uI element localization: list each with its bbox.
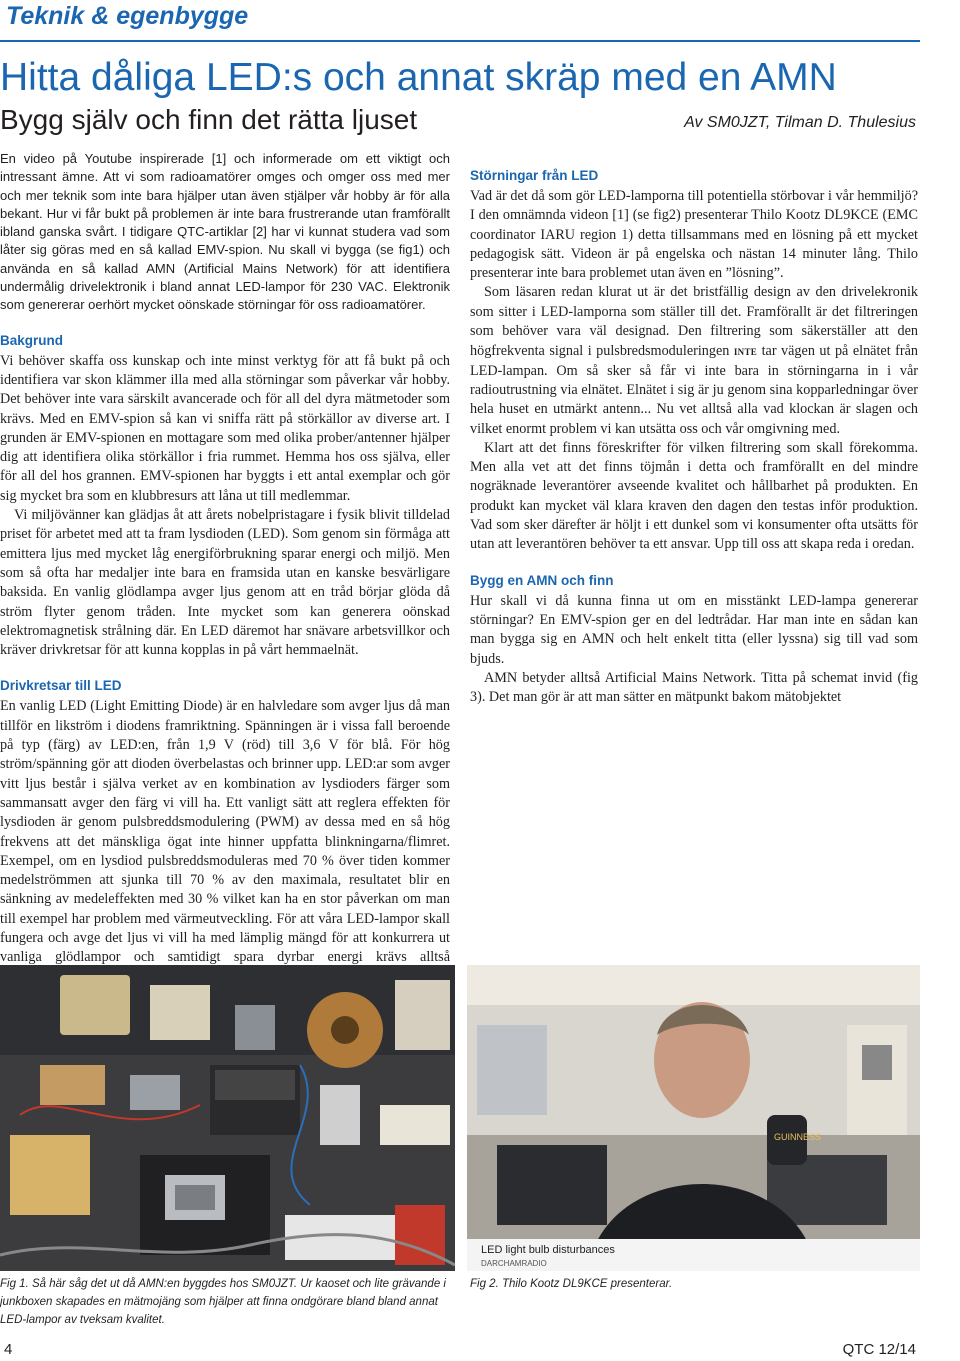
video-still-illustration [467, 965, 920, 1271]
paragraph: Vi behöver skaffa oss kunskap och inte minst verktyg för att få bukt på och identifiera var skon klämmer illa med alla störningar som påverkar vår hobby. Det behöver inte vara särskilt avancerade och för all del dyra mätmetoder som krävs. Med en EMV-spion så kan vi sniffa rätt på störkällor av diverse art. I grunden är EMV-spionen en mottagare som med olika prober/antenner hjälper dig att identifiera olika störkällor i fria rummet. Hemma hos oss själva, eller för all del hos grannen. EMV-spionen har byggts i ett antal exemplar och gör sig mycket bra som en klubbresurs att låna ut till medlemmar. [0, 352, 450, 504]
article-title: Hitta dåliga LED:s och annat skräp med en AMN [0, 56, 837, 99]
emphasis-inte: inte [733, 343, 758, 359]
column-left [0, 150, 450, 1006]
workbench-illustration [0, 965, 455, 1271]
video-title: LED light bulb disturbances [481, 1244, 615, 1256]
heading-bakgrund: Bakgrund [0, 332, 64, 348]
heading-bygg: Bygg en AMN och finn [470, 572, 614, 588]
paragraph-drivkretsar: En vanlig LED (Light Emitting Diode) är en halvledare som avger ljus då man tillför en likström i diodens framriktning. Spänningen är i vissa fall beroende på typ (färg) av LED:en, från 1,9 V (röd) till 3,6 V för blå. För hög ström/spänning gör att dioden överbelastas och brinner upp. LED:ar som avger vitt ljus består i själva verket av en kombination av lysdioders färger som sammansatt avger den färg vi vill ha. Ett vanligt sätt att reglera effekten för lysdioden är genom pulsbreddsmodulering (PWM) av dessa med en så hög frekvens att det mänskliga ögat inte hinner uppfatta blinkningarna/flimret. Exempel, om en lysdiod pulsbreddsmoduleras med 70 % över tiden kommer medelströmmen att sjunka till 70 % av den maximala, resultatet blir en sänkning av medeleffekten med 30 % vilket kan ha en stor påverkan om man till exempel har problem med värmeutveckling. För att våra LED-lampor skall fungera och avge det ljus vi vill ha med lämplig mängd för att konkurrera ut vanliga glödlampor och samtidigt spara dyrbar energi krävs alltså [0, 698, 450, 966]
video-channel: DARCHAMRADIO [481, 1259, 547, 1268]
figure-1-caption: Fig 1. Så här såg det ut då AMN:en byggdes hos SM0JZT. Ur kaoset och lite grävande i junkboxen skapades en mätmojäng som hjälper att finna ondgörare bland bland annat LED-lampor av tveksam kvalitet. [0, 1278, 446, 1326]
heading-drivkretsar: Drivkretsar till LED [0, 678, 122, 694]
issue-label: QTC 12/14 [842, 1341, 916, 1358]
byline: Av SM0JZT, Tilman D. Thulesius [684, 114, 916, 131]
text-run: tar vägen ut på elnätet från LED-lampan. Om så sker så får vi inte bara in störningarna in i vår radioutrustning via elnätet. Elnätet i sig är ju genom sina kopparledningar över hela huset en utmärkt antenn... Nu vet alltså alla vad klockan är slagen och vilket enormt problem vi kan utsätta oss och vår omgivning med. [470, 343, 918, 437]
figure-2-photo [467, 965, 920, 1271]
paragraph: Vi miljövänner kan glädjas åt att årets nobelpristagare i fysik blivit tilldelad priset för arbetet med att ta fram lysdioden (LED). Som genom sin förmåga att emittera ljus med mycket låg energiförbrukning sparar energi och miljö. Men som så ofta har medaljer inte bara en framsida utan en kanske besvärligare baksida. En vanlig glödlampa avger ljus genom att en tråd börjar glöda då ström flyter genom tråden. Inte mycket som kan generera oönskad elektromagnetisk strålning där. En LED däremot har snävare arbetsvillkor och kräver drivkretsar för att kunna kopplas in på vårt hemmaelnät. [0, 507, 450, 659]
column-right [470, 150, 918, 707]
figure-2-caption: Fig 2. Thilo Kootz DL9KCE presenterar. [470, 1278, 673, 1290]
paragraph: Hur skall vi då kunna finna ut om en misstänkt LED-lampa genererar störningar? En EMV-spion ger en del ledtrådar. Har man inte en sådan kan man bygga sig en AMN och helt enkelt titta (eller lyssna) sig till vad som bjuds. [470, 592, 918, 667]
figure-1-photo [0, 965, 455, 1271]
page-number: 4 [4, 1341, 13, 1358]
heading-storningar: Störningar från LED [470, 168, 599, 183]
text-run: Som läsaren redan klurat ut är det bristfällig design av den drivelekronik som sitter i LED-lamporna som ställer till det. Framförallt är det filtreringen som behöver vara väl designad. Den filtrering som säkerställer att den högfrekventa signal i pulsbredsmoduleringen [470, 284, 918, 360]
paragraph: AMN betyder alltså Artificial Mains Network. Titta på schemat invid (fig 3). Det man gör är att man sätter en mätpunkt bakom mätobjektet [470, 669, 918, 706]
paragraph: Klart att det finns föreskrifter för vilken filtrering som skall förekomma. Men alla vet att det finns töjmån i detta och framförallt en del mindre nogräknade leverantörer avseende kvalitet och hållbarhet på produkten. En produkt kan mycket väl klara kraven den dagen den testas inför produktion. Vad som sker därefter är höljt i ett dunkel som vi konsumenter ofta utsätts för utan att leverantören behöver ta ett ansvar. Upp till oss att skapa reda i oredan. [470, 439, 918, 553]
svg-text:GUINNESS: GUINNESS [774, 1132, 822, 1142]
paragraph [470, 283, 918, 438]
paragraph: Vad är det då som gör LED-lamporna till potentiella störbovar i vår hemmiljö? I den omnämnda videon [1] (se fig2) presenterar Thilo Kootz DL9KCE (EMC coordinator IARU region 1) detta tillsammans med en lösning på ett mycket pedagogisk sätt. Videon är på engelska och nästan 14 minuter lång. Thilo presenterar inte bara problemet utan även en ”lösning”. [470, 188, 918, 282]
section-tag: Teknik & egenbygge [6, 2, 249, 30]
lead-paragraph: En video på Youtube inspirerade [1] och informerade om ett viktigt och intressant ämne. Att vi som radioamatörer omges och omger oss med mer och mer teknik som inte bara hjälper utan även stjälper vår hobby är för alla bekant. Hur vi får bukt på problemen är inte bara frustrerande utan framförallt ibland ganska svårt. I tidigare QTC-artiklar [2] har vi kunnat studera vad som låter sig göras med en så kallad EMV-spion. Nu skall vi bygga (se fig1) och använda en så kallad AMN (Artificial Mains Network) för att identifiera undermålig drivelektronik i bland annat LED-lampor för 230 VAC. Elektronik som genererar oerhört mycket oönskade störningar för oss radioamatörer. [0, 151, 450, 313]
article-subtitle: Bygg själv och finn det rätta ljuset [0, 104, 418, 135]
section-rule [0, 40, 920, 42]
